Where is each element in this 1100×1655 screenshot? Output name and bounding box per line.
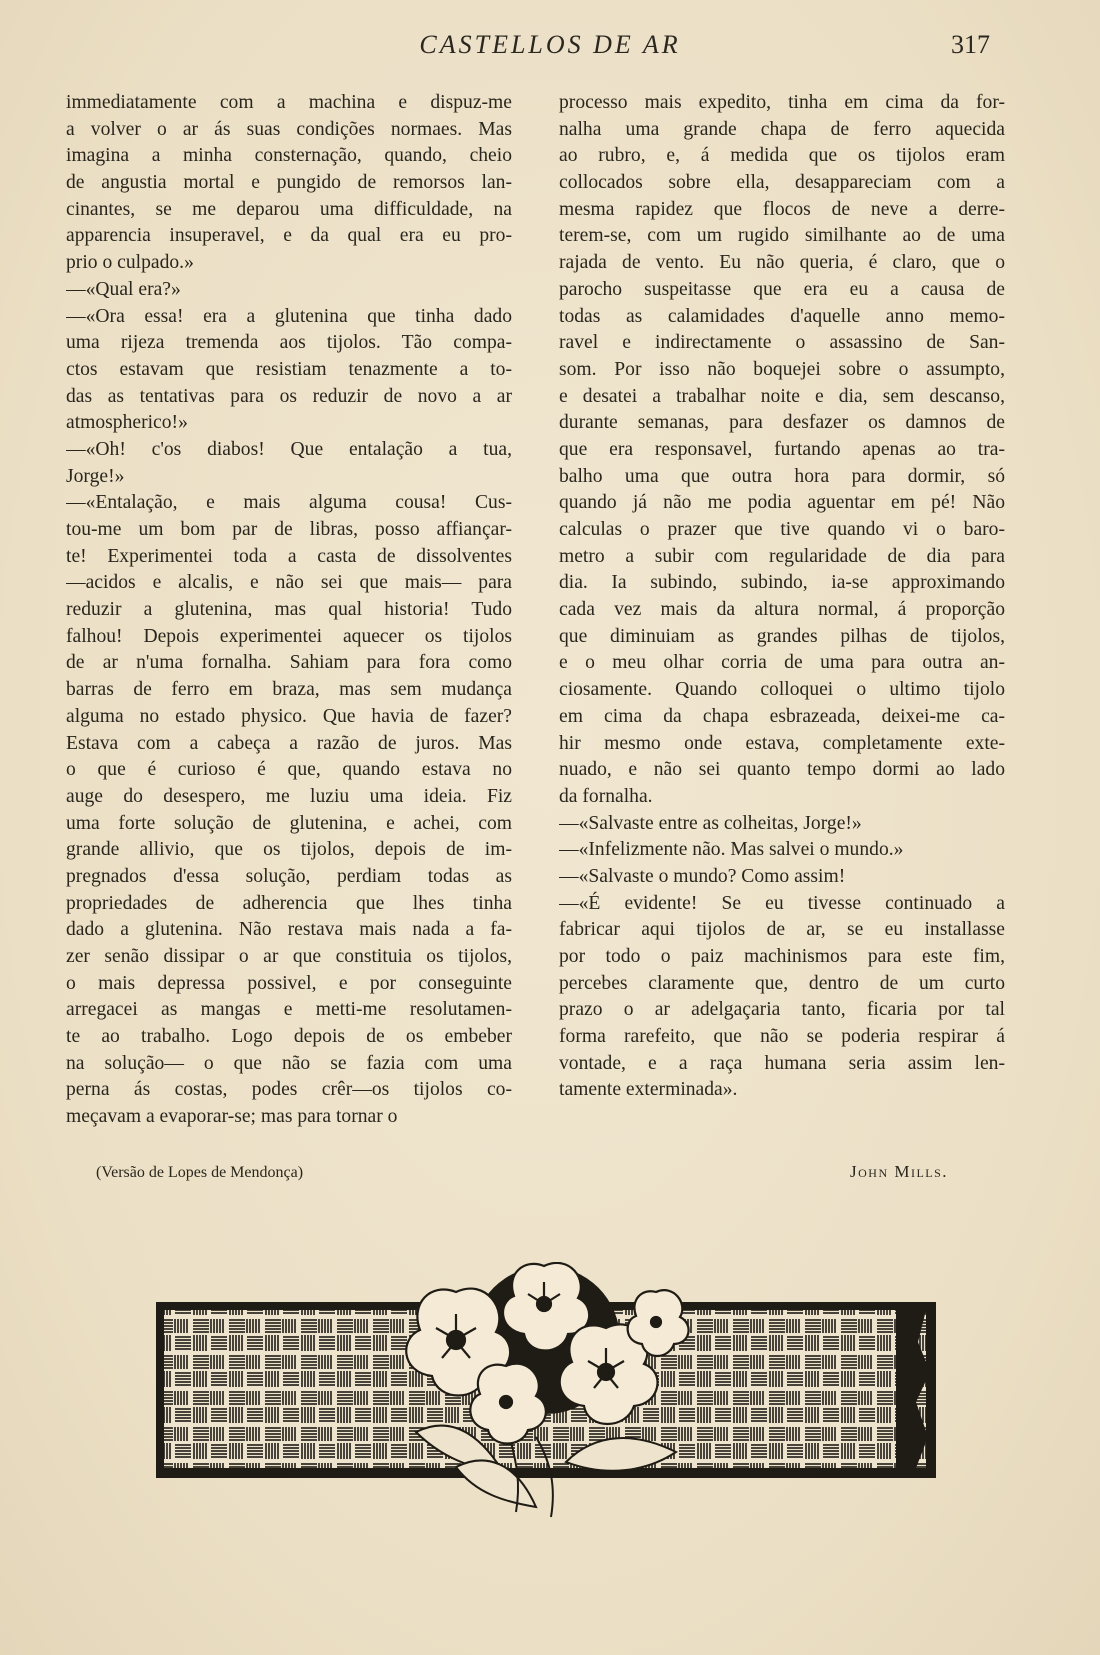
left-column-line: a volver o ar ás suas condições normaes. Mas	[66, 118, 512, 140]
right-column-line: quando já não me podia aguentar em pé! Não	[559, 492, 1005, 514]
left-column-line: te ao trabalho. Logo depois de os embeber	[66, 1026, 512, 1048]
left-column-line: Jorge!»	[66, 465, 125, 487]
left-column-line: grande allivio, que os tijolos, depois de im-	[66, 839, 512, 861]
right-column-line: metro a subir com regularidade de dia para	[559, 545, 1005, 567]
left-column-line: na solução— o que não se fazia com uma	[66, 1052, 512, 1074]
right-column-line: calculas o prazer que tive quando vi o baro-	[559, 519, 1005, 540]
right-column-line: em cima da chapa esbrazeada, deixei-me ca-	[559, 705, 1005, 727]
left-column-line: falhou! Depois experimentei aquecer os tijolos	[66, 625, 512, 647]
right-column-line: terem-se, com um rugido similhante ao de uma	[559, 225, 1005, 247]
right-column-line: nalha uma grande chapa de ferro aquecida	[559, 118, 1005, 140]
right-column-line: ao rubro, e, á medida que os tijolos eram	[559, 145, 1005, 167]
left-column-line: perna ás costas, podes crêr—os tijolos co-	[66, 1079, 512, 1101]
right-column-line: dia. Ia subindo, subindo, ia-se approximando	[559, 572, 1005, 594]
left-column	[66, 90, 512, 1131]
left-column-line: arregacei as mangas e metti-me resolutamen-	[66, 999, 512, 1021]
right-column-line: balho uma que outra hora para dormir, só	[559, 465, 1005, 487]
left-column-line: tou-me um bom par de libras, posso affiançar-	[66, 519, 512, 540]
right-column-line: —«Salvaste o mundo? Como assim!	[559, 865, 846, 887]
left-column-line: das as tentativas para os reduzir de novo a ar	[66, 385, 512, 407]
right-column-line: ciosamente. Quando colloquei o ultimo tijolo	[559, 679, 1005, 701]
author-signature: John Mills.	[850, 1162, 949, 1181]
right-column-line: que diminuiam as grandes pilhas de tijolos,	[559, 625, 1005, 647]
left-column-line: uma forte solução de glutenina, e achei, com	[66, 812, 512, 834]
left-column-line: —acidos e alcalis, e não sei que mais— para	[66, 572, 512, 594]
left-column-line: o que é curioso é que, quando estava no	[66, 759, 512, 781]
running-title: CASTELLOS DE AR	[419, 30, 681, 59]
right-column-line: —«É evidente! Se eu tivesse continuado a	[559, 892, 1005, 914]
right-column	[559, 90, 1005, 1104]
left-column-line: ctos estavam que resistiam tenazmente a to-	[66, 358, 512, 380]
right-column-line: —«Infelizmente não. Mas salvei o mundo.»	[559, 839, 904, 861]
left-column-line: apparencia insuperavel, e da qual era eu pro-	[66, 225, 512, 247]
page-number: 317	[951, 30, 990, 59]
right-column-line: vontade, e a raça humana seria assim len-	[559, 1052, 1005, 1074]
left-column-line: auge do desespero, me luziu uma ideia. Fiz	[66, 785, 512, 807]
right-column-line: collocados sobre ella, desappareciam com a	[559, 172, 1005, 194]
left-column-line: —«Oh! c'os diabos! Que entalação a tua,	[66, 438, 512, 460]
right-column-line: cada vez mais da altura normal, á proporção	[559, 599, 1005, 621]
left-column-line: barras de ferro em braza, mas sem mudança	[66, 679, 512, 701]
right-column-line: prazo o ar adelgaçaria tanto, ficaria por tal	[559, 999, 1005, 1021]
left-column-line: uma rijeza tremenda aos tijolos. Tão compa-	[66, 332, 512, 354]
left-column-line: o mais depressa possivel, e por conseguinte	[66, 972, 512, 994]
left-column-line: —«Entalação, e mais alguma cousa! Cus-	[66, 492, 512, 514]
translator-credit: (Versão de Lopes de Mendonça)	[96, 1164, 304, 1181]
right-column-line: —«Salvaste entre as colheitas, Jorge!»	[559, 812, 862, 834]
right-column-line: som. Por isso não boquejei sobre o assumpto,	[559, 358, 1005, 380]
left-column-line: de ar n'uma fornalha. Sahiam para fora como	[66, 652, 512, 674]
left-column-line: te! Experimentei toda a casta de dissolventes	[66, 545, 512, 567]
left-column-line: reduzir a glutenina, mas qual historia! Tudo	[66, 599, 512, 621]
right-column-line: percebes claramente que, dentro de um curto	[559, 972, 1005, 994]
right-column-line: tamente exterminada».	[559, 1079, 738, 1101]
left-column-line: Estava com a cabeça a razão de juros. Mas	[66, 732, 512, 754]
left-column-line: zer senão dissipar o ar que constituia os tijolos,	[66, 946, 512, 967]
right-column-line: nuado, e não sei quanto tempo dormi ao lado	[559, 759, 1005, 781]
right-column-line: e o meu olhar corria de uma para outra an-	[559, 652, 1005, 674]
left-column-line: de angustia mortal e pungido de remorsos lan-	[66, 172, 512, 194]
right-column-line: parocho suspeitasse que era eu a causa de	[559, 278, 1005, 300]
floral-basketweave-ornament-icon	[156, 1262, 936, 1522]
left-column-line: pregnados d'essa solução, perdiam todas as	[66, 865, 512, 887]
right-column-line: durante semanas, para desfazer os damnos de	[559, 412, 1005, 434]
right-column-line: e desatei a trabalhar noite e dia, sem descanso,	[559, 385, 1005, 407]
right-column-line: por todo o paiz machinismos para este fim,	[559, 946, 1005, 967]
right-column-line: fabricar aqui tijolos de ar, se eu installasse	[559, 919, 1005, 941]
right-column-line: mesma rapidez que flocos de neve a derre-	[559, 198, 1005, 220]
left-column-line: alguma no estado physico. Que havia de fazer?	[66, 705, 512, 727]
right-column-line: forma rarefeito, que não se poderia respirar á	[559, 1026, 1005, 1048]
left-column-line: propriedades de adherencia que lhes tinha	[66, 892, 512, 914]
right-column-line: ravel e indirectamente o assassino de San-	[559, 332, 1005, 354]
right-column-line: hir mesmo onde estava, completamente exte-	[559, 732, 1005, 754]
left-column-line: prio o culpado.»	[66, 252, 194, 274]
right-column-line: que era responsavel, furtando apenas ao tra-	[559, 438, 1005, 460]
left-column-line: cinantes, se me deparou uma difficuldade, na	[66, 198, 512, 220]
right-column-line: da fornalha.	[559, 785, 653, 807]
left-column-line: meçavam a evaporar-se; mas para tornar o	[66, 1106, 398, 1128]
right-column-line: rajada de vento. Eu não queria, é claro, que o	[559, 252, 1005, 274]
left-column-line: atmospherico!»	[66, 412, 188, 434]
left-column-line: —«Ora essa! era a glutenina que tinha dado	[66, 305, 512, 327]
right-column-line: todas as calamidades d'aquelle anno memo-	[559, 305, 1005, 327]
left-column-line: imagina a minha consternação, quando, cheio	[66, 145, 512, 167]
right-column-line: processo mais expedito, tinha em cima da for-	[559, 92, 1005, 113]
left-column-line: dado a glutenina. Não restava mais nada a fa-	[66, 919, 512, 941]
left-column-line: —«Qual era?»	[66, 278, 181, 300]
left-column-line: immediatamente com a machina e dispuz-me	[66, 92, 512, 113]
